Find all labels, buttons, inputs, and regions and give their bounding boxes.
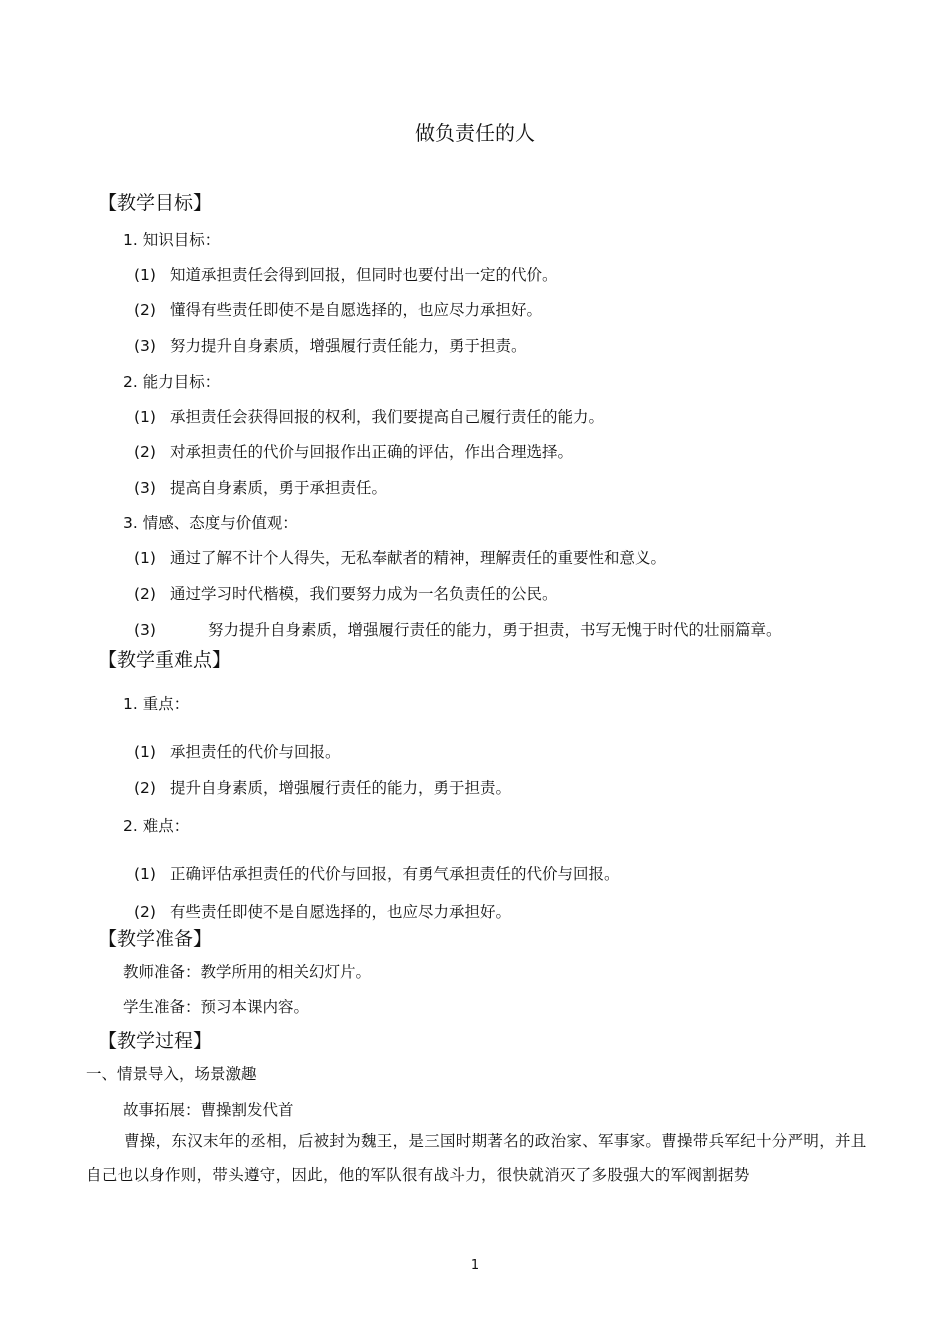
item-text: 通过学习时代楷模，我们要努力成为一名负责任的公民。 [170, 585, 558, 603]
difficulty-heading: 2. 难点： [123, 817, 190, 835]
item-number: (1) [134, 549, 156, 567]
item-number: (2) [134, 443, 156, 461]
teacher-prep: 教师准备：教学所用的相关幻灯片。 [123, 963, 372, 981]
item-number: (1) [134, 865, 156, 883]
list-item [134, 263, 558, 285]
item-text: 努力提升自身素质，增强履行责任的能力，勇于担责，书写无愧于时代的壮丽篇章。 [208, 621, 782, 639]
list-item [134, 776, 511, 798]
item-number: (3) [134, 337, 156, 355]
item-number: (1) [134, 743, 156, 761]
item-text: 通过了解不计个人得失，无私奉献者的精神，理解责任的重要性和意义。 [170, 549, 667, 567]
paragraph-text: 曹操，东汉末年的丞相，后被封为魏王，是三国时期著名的政治家、军事家。曹操带兵军纪十分严明，并且自己也以身作则，带头遵守，因此，他的军队很有战斗力，很快就消灭了多股强大的军阀割据势 [86, 1132, 867, 1184]
ability-goals-heading: 2. 能力目标： [123, 373, 221, 391]
list-item [134, 582, 558, 604]
item-number: (3) [134, 621, 156, 639]
list-item [134, 334, 527, 356]
item-number: (1) [134, 408, 156, 426]
emotion-goals-heading: 3. 情感、态度与价值观： [123, 514, 298, 532]
list-item [134, 476, 387, 498]
list-item [134, 405, 604, 427]
list-item [134, 298, 542, 320]
item-number: (2) [134, 301, 156, 319]
list-item [134, 862, 620, 884]
item-number: (2) [134, 779, 156, 797]
item-text: 正确评估承担责任的代价与回报，有勇气承担责任的代价与回报。 [170, 865, 620, 883]
section-heading-goals: 【教学目标】 [98, 192, 213, 214]
section-heading-process: 【教学过程】 [98, 1030, 213, 1052]
list-item [134, 618, 782, 640]
list-item [134, 900, 511, 922]
student-prep: 学生准备：预习本课内容。 [123, 998, 310, 1016]
list-item [134, 740, 341, 762]
list-item [134, 546, 666, 568]
process-step-heading: 一、情景导入，场景激趣 [86, 1065, 257, 1083]
item-text: 努力提升自身素质，增强履行责任能力，勇于担责。 [170, 337, 527, 355]
item-text: 对承担责任的代价与回报作出正确的评估，作出合理选择。 [170, 443, 574, 461]
item-text: 承担责任会获得回报的权利，我们要提高自己履行责任的能力。 [170, 408, 605, 426]
page-number: 1 [470, 1258, 480, 1273]
item-text: 提高自身素质，勇于承担责任。 [170, 479, 388, 497]
item-number: (2) [134, 903, 156, 921]
story-paragraph [86, 1124, 871, 1192]
item-text: 提升自身素质，增强履行责任的能力，勇于担责。 [170, 779, 512, 797]
document-title: 做负责任的人 [415, 121, 535, 145]
list-item [134, 440, 573, 462]
item-number: (3) [134, 479, 156, 497]
story-heading: 故事拓展：曹操割发代首 [123, 1101, 294, 1119]
section-heading-keypoints: 【教学重难点】 [98, 649, 232, 671]
item-text: 懂得有些责任即使不是自愿选择的，也应尽力承担好。 [170, 301, 543, 319]
focus-heading: 1. 重点： [123, 695, 190, 713]
item-text: 知道承担责任会得到回报，但同时也要付出一定的代价。 [170, 266, 558, 284]
section-heading-prep: 【教学准备】 [98, 928, 213, 950]
knowledge-goals-heading: 1. 知识目标： [123, 231, 221, 249]
item-text: 有些责任即使不是自愿选择的，也应尽力承担好。 [170, 903, 512, 921]
item-number: (1) [134, 266, 156, 284]
item-text: 承担责任的代价与回报。 [170, 743, 341, 761]
item-number: (2) [134, 585, 156, 603]
